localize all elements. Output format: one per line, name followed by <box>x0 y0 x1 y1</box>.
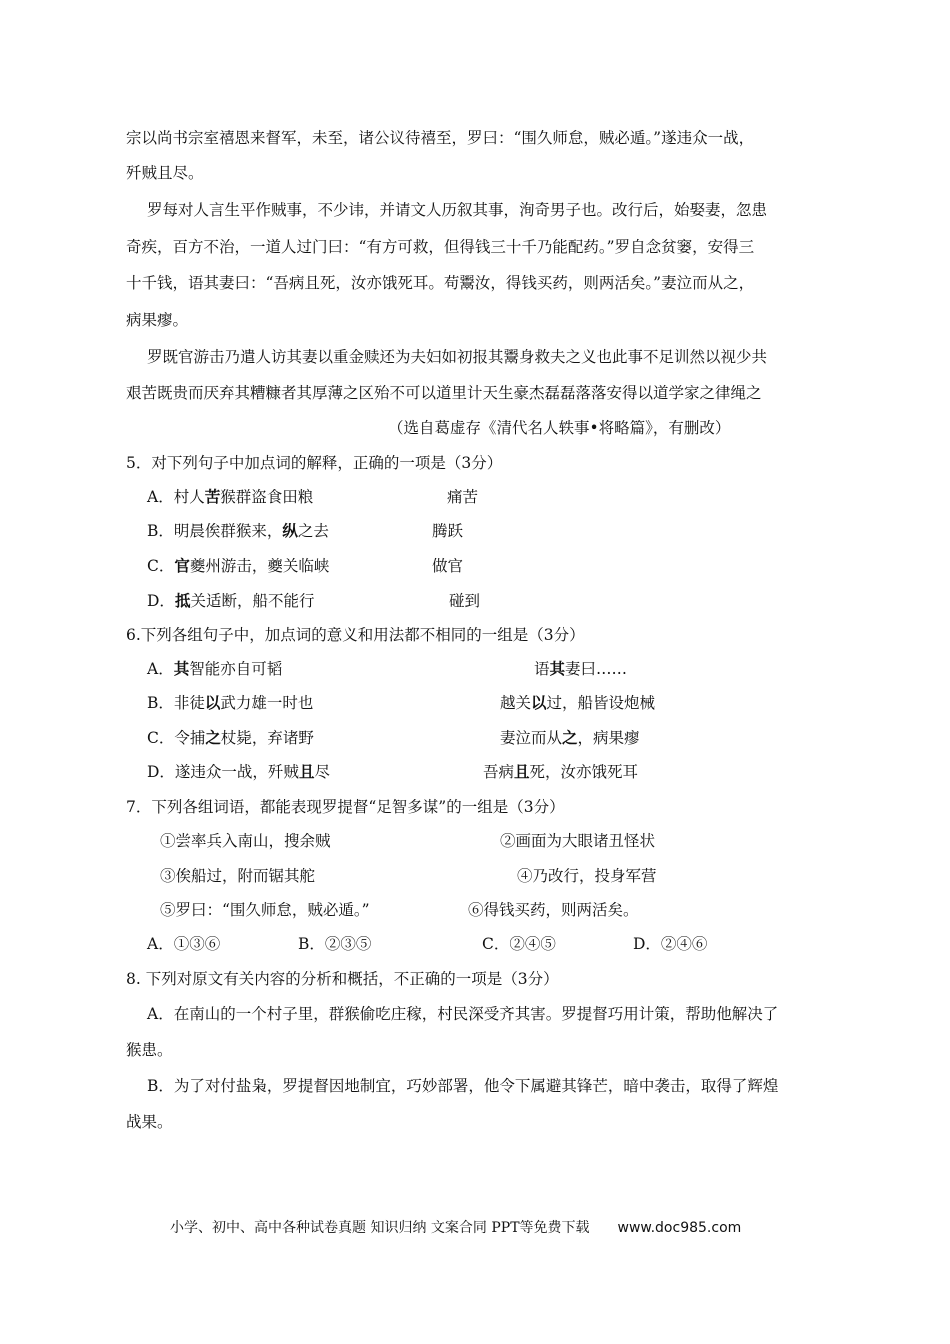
q5-option-b-gloss: 腾跃 <box>432 522 464 540</box>
q6-option-d: D．遂违众一战，歼贼且尽 吾病且死，汝亦饿死耳 <box>147 762 639 781</box>
q7-item: ⑤罗曰：“围久师怠，贼必遁。” <box>160 901 370 919</box>
dotted-word: 且 <box>514 762 530 781</box>
question-5-stem: 5．对下列句子中加点词的解释，正确的一项是（3分） <box>126 454 503 472</box>
q8-option-a-cont: 猴患。 <box>126 1041 173 1059</box>
passage-line: 罗既官游击乃遣人访其妻以重金赎还为夫妇如初报其鬻身救夫之义也此事不足训然以视少共 <box>147 348 768 366</box>
dotted-word: 其 <box>549 659 566 678</box>
dotted-word: 官 <box>174 556 190 575</box>
q7-item: ②画面为大眼诸丑怪状 <box>500 832 656 850</box>
question-6-stem: 6.下列各组句子中，加点词的意义和用法都不相同的一组是（3分） <box>126 626 585 644</box>
passage-source: （选自葛虚存《清代名人轶事•将略篇》，有删改） <box>388 419 731 437</box>
q5-option-c: C．官夔州游击，夔关临峡 做官 <box>147 556 464 575</box>
dotted-word: 纵 <box>282 521 298 540</box>
q6-option-c: C．令捕之杖毙，弃诸野 妻泣而从之，病果瘳 <box>147 728 640 747</box>
q5-option-c-gloss: 做官 <box>432 557 464 575</box>
dotted-word: 以 <box>531 693 547 712</box>
passage-line: 十千钱，语其妻曰：“吾病且死，汝亦饿死耳。苟鬻汝，得钱买药，则两活矣。”妻泣而从之， <box>126 274 755 292</box>
q6-option-a-right: 语其妻曰…… <box>534 659 628 678</box>
q7-item: ①尝率兵入南山，搜余贼 <box>160 832 331 850</box>
q5-option-a-gloss: 痛苦 <box>447 488 479 506</box>
question-8-stem: 8. 下列对原文有关内容的分析和概括，不正确的一项是（3分） <box>126 970 559 988</box>
passage-line: 艰苦既贵而厌弃其糟糠者其厚薄之区殆不可以道里计天生豪杰磊磊落落安得以道学家之律绳之 <box>126 384 762 402</box>
dotted-word: 抵 <box>174 591 191 610</box>
q7-item: ③俟船过，附而锯其舵 <box>160 867 316 885</box>
q5-option-a: A．村人苦猴群盗食田粮 痛苦 <box>147 487 479 506</box>
q7-choice-b: B．②③⑤ <box>298 935 372 953</box>
q6-option-b-right: 越关以过，船皆设炮械 <box>500 693 656 712</box>
q7-choice-c: C．②④⑤ <box>482 935 556 953</box>
dotted-word: 之 <box>562 728 578 747</box>
q8-option-b-cont: 战果。 <box>126 1113 173 1131</box>
footer-ad: 小学、初中、高中各种试卷真题 知识归纳 文案合同 PPT等免费下载 <box>170 1220 590 1236</box>
q7-choice-d: D．②④⑥ <box>633 935 708 953</box>
q7-choice-a: A．①③⑥ <box>147 935 221 953</box>
passage-line: 宗以尚书宗室禧恩来督军，未至，诸公议待禧至，罗曰：“围久师怠，贼必遁。”遂违众一战， <box>126 129 755 147</box>
q6-option-c-right: 妻泣而从之，病果瘳 <box>500 728 640 747</box>
q6-option-a: A．其智能亦自可韬 语其妻曰…… <box>147 659 628 678</box>
question-7-stem: 7．下列各组词语，都能表现罗提督“足智多谋”的一组是（3分） <box>126 798 565 816</box>
dotted-word: 且 <box>298 762 315 781</box>
q8-option-b: B．为了对付盐枭，罗提督因地制宜，巧妙部署，他令下属避其锋芒，暗中袭击，取得了辉煌 <box>147 1077 779 1095</box>
q7-item: ④乃改行，投身军营 <box>517 867 657 885</box>
passage-line: 奇疾，百方不治，一道人过门曰：“有方可救，但得钱三十千乃能配药。”罗自念贫窭，安得三 <box>126 238 755 256</box>
q8-option-a: A．在南山的一个村子里，群猴偷吃庄稼，村民深受齐其害。罗提督巧用计策，帮助他解决了 <box>147 1005 779 1023</box>
passage-line: 病果瘳。 <box>126 311 189 329</box>
q5-option-d: D．抵关适断，船不能行 碰到 <box>147 591 481 610</box>
dotted-word: 其 <box>173 659 190 678</box>
q6-option-b: B．非徒以武力雄一时也 越关以过，船皆设炮械 <box>147 693 656 712</box>
dotted-word: 苦 <box>204 487 221 506</box>
passage-line: 歼贼且尽。 <box>126 164 204 182</box>
footer-site-link[interactable]: www.doc985.com <box>617 1220 742 1236</box>
dotted-word: 之 <box>205 728 221 747</box>
q7-item: ⑥得钱买药，则两活矣。 <box>468 901 639 919</box>
q5-option-b: B．明晨俟群猴来，纵之去 腾跃 <box>147 521 464 540</box>
page-footer <box>170 1218 741 1238</box>
passage-line: 罗每对人言生平作贼事，不少讳，并请文人历叙其事，洵奇男子也。改行后，始娶妻，忽患 <box>147 201 768 219</box>
q5-option-d-gloss: 碰到 <box>449 592 481 610</box>
dotted-word: 以 <box>204 693 221 712</box>
q6-option-d-right: 吾病且死，汝亦饿死耳 <box>483 762 639 781</box>
